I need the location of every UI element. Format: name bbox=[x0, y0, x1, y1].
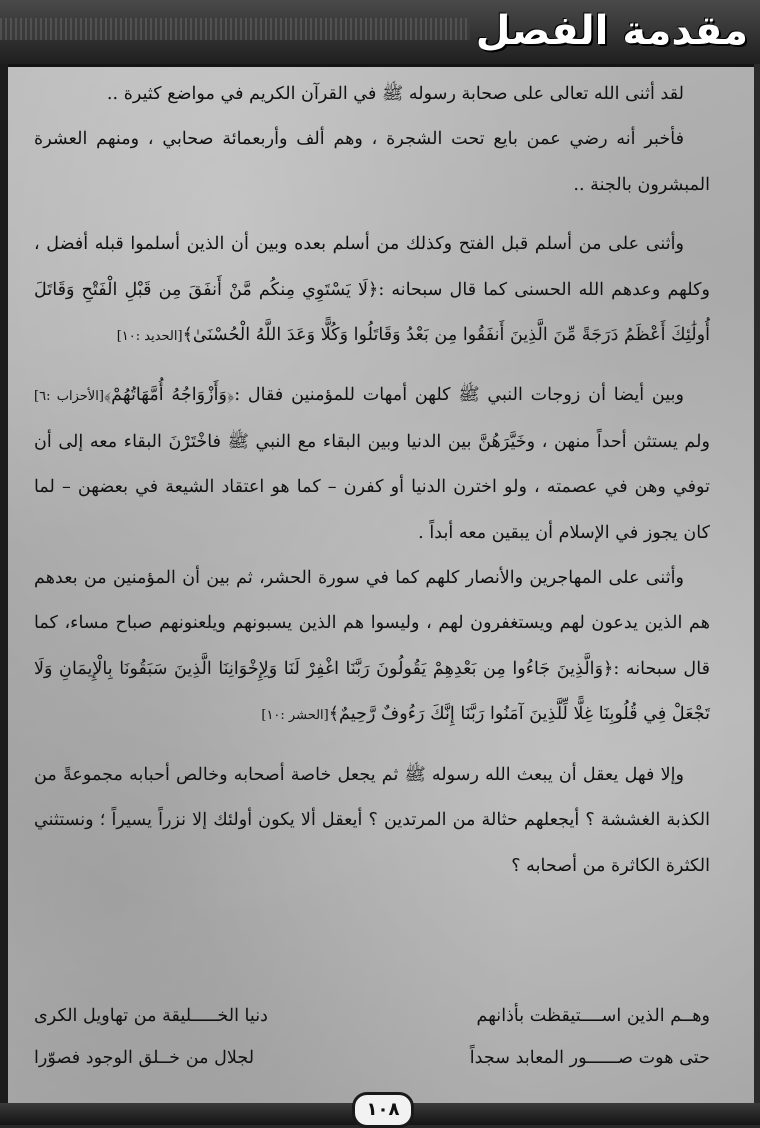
paragraph-4-text: وبين أيضا أن زوجات النبي ﷺ كلهن أمهات للمؤمنين فقال :﴿وَأَزْوَاجُهُ أُمَّهَاتُهُمْ﴾ bbox=[103, 385, 685, 406]
citation-hashr: [الحشر :١٠] bbox=[261, 708, 329, 724]
paragraph-2: فأخبر أنه رضي عمن بايع تحت الشجرة ، وهم ألف وأربعمائة صحابي ، ومنهم العشرة المبشرون بالجنة .. bbox=[34, 129, 710, 195]
paragraph-3 bbox=[34, 222, 710, 359]
poem-verses bbox=[34, 995, 710, 1079]
paragraph-6: وإلا فهل يعقل أن يبعث الله رسوله ﷺ ثم يجعل خاصة أصحابه وخالص أحبابه مجموعةً من الكذبة الغششة ؟ أيجعلهم حثالة من المرتدين ؟ أيعقل ألا يكون أولئك إلا نزراً يسيراً ؛ ونستثني الكثرة الكاثرة من أصحابه ؟ bbox=[34, 764, 710, 876]
chapter-header bbox=[0, 0, 760, 67]
verse-1 bbox=[34, 995, 710, 1037]
verse-2-first-hemistich: حتى هوت صــــــور المعابد سجداً bbox=[469, 1048, 710, 1068]
paragraph-3-text: وأثنى على من أسلم قبل الفتح وكذلك من أسلم بعده وبين أن الذين أسلموا قبله أفضل ، وكلهم وعدهم الله الحسنى كما قال سبحانه :﴿لَا يَسْتَوِي مِنكُم مَّنْ أَنفَقَ مِن قَبْلِ الْفَتْحِ وَقَاتَلَ أُولَٰئِكَ أَعْظَمُ دَرَجَةً مِّنَ الَّذِينَ أَنفَقُوا مِن بَعْدُ وَقَاتَلُوا وَكُلًّا وَعَدَ اللَّهُ الْحُسْنَىٰ﴾ bbox=[34, 234, 710, 346]
paragraph-5 bbox=[34, 556, 710, 739]
paragraph-4 bbox=[34, 373, 710, 556]
citation-hadid: [الحديد :١٠] bbox=[116, 329, 183, 345]
citation-ahzab: [الأحزاب :٦] bbox=[34, 389, 104, 405]
paragraph-4-cont: ولم يستثن أحداً منهن ، وخَيَّرَهُنَّ بين الدنيا وبين البقاء مع النبي ﷺ فاخْتَرْنَ البقاء معه إلى أن توفي وهن في عصمته ، ولو اخترن الدنيا أو كفرن – كما هو اعتقاد الشيعة في بعضهن – لما كان يجوز في الإسلام أن يبقين معه أبداً . bbox=[34, 431, 710, 543]
verse-1-first-hemistich: وهــم الذين اســــتيقظت بأذانهم bbox=[476, 1006, 710, 1026]
verse-2 bbox=[34, 1037, 710, 1079]
header-decoration bbox=[0, 18, 470, 40]
page-frame-right bbox=[754, 64, 760, 1104]
paragraph-5-text: وأثنى على المهاجرين والأنصار كلهم كما في سورة الحشر، ثم بين أن المؤمنين من بعدهم هم الذين يدعون لهم ويستغفرون لهم ، وليسوا هم الذين يسبونهم ويلعنونهم صباح مساء، كما قال سبحانه :﴿وَالَّذِينَ جَاءُوا مِن بَعْدِهِمْ يَقُولُونَ رَبَّنَا اغْفِرْ لَنَا وَلِإِخْوَانِنَا الَّذِينَ سَبَقُونَا بِالْإِيمَانِ وَلَا تَجْعَلْ فِي قُلُوبِنَا غِلًّا لِّلَّذِينَ آمَنُوا رَبَّنَا إِنَّكَ رَءُوفٌ رَّحِيمٌ﴾ bbox=[34, 568, 710, 725]
verse-1-second-hemistich: دنيا الخـــــليقة من تهاويل الكرى bbox=[34, 1006, 268, 1026]
page-number: ١٠٨ bbox=[352, 1092, 414, 1128]
body-text bbox=[34, 72, 710, 889]
verse-2-second-hemistich: لجلال من خــلق الوجود فصوّرا bbox=[34, 1048, 255, 1068]
paragraph-1: لقد أثنى الله تعالى على صحابة رسوله ﷺ في القرآن الكريم في مواضع كثيرة .. bbox=[106, 84, 684, 104]
chapter-title: مقدمة الفصل bbox=[475, 8, 748, 54]
page-frame-left bbox=[0, 64, 8, 1104]
